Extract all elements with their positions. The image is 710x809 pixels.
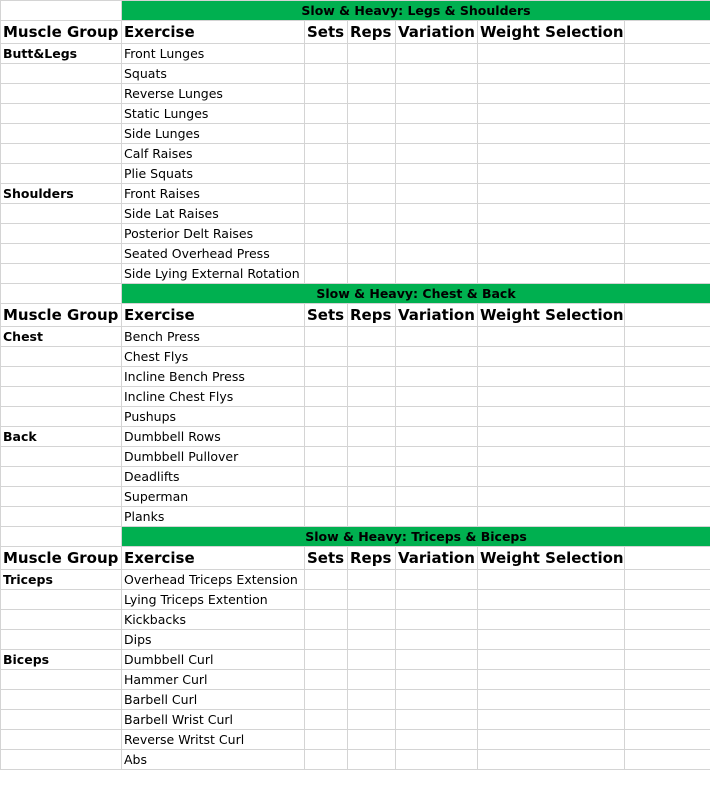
variation-cell[interactable] <box>396 710 478 730</box>
variation-cell[interactable] <box>396 407 478 427</box>
sets-cell[interactable] <box>305 387 348 407</box>
sets-cell[interactable] <box>305 367 348 387</box>
column-header[interactable]: Sets <box>305 21 348 44</box>
exercise-cell[interactable]: Side Lunges <box>122 124 305 144</box>
column-header[interactable]: Weight Selection <box>478 21 625 44</box>
reps-cell[interactable] <box>348 204 396 224</box>
exercise-cell[interactable]: Chest Flys <box>122 347 305 367</box>
reps-cell[interactable] <box>348 467 396 487</box>
weight-selection-cell[interactable] <box>478 387 625 407</box>
variation-cell[interactable] <box>396 44 478 64</box>
weight-selection-cell[interactable] <box>478 447 625 467</box>
muscle-group-cell[interactable] <box>1 507 122 527</box>
column-header[interactable]: Exercise <box>122 547 305 570</box>
blank-cell[interactable] <box>1 527 122 547</box>
exercise-cell[interactable]: Hammer Curl <box>122 670 305 690</box>
blank-cell[interactable] <box>625 407 710 427</box>
variation-cell[interactable] <box>396 650 478 670</box>
sets-cell[interactable] <box>305 487 348 507</box>
exercise-cell[interactable]: Lying Triceps Extention <box>122 590 305 610</box>
column-header-row <box>1 547 710 570</box>
weight-selection-cell[interactable] <box>478 224 625 244</box>
sets-cell[interactable] <box>305 670 348 690</box>
table-row <box>1 84 710 104</box>
reps-cell[interactable] <box>348 730 396 750</box>
sets-cell[interactable] <box>305 244 348 264</box>
column-header-row <box>1 304 710 327</box>
table-row <box>1 487 710 507</box>
reps-cell[interactable] <box>348 367 396 387</box>
table-row <box>1 610 710 630</box>
muscle-group-cell[interactable] <box>1 487 122 507</box>
variation-cell[interactable] <box>396 327 478 347</box>
sets-cell[interactable] <box>305 750 348 770</box>
sets-cell[interactable] <box>305 507 348 527</box>
reps-cell[interactable] <box>348 244 396 264</box>
sets-cell[interactable] <box>305 590 348 610</box>
weight-selection-cell[interactable] <box>478 570 625 590</box>
blank-cell[interactable] <box>625 730 710 750</box>
table-row <box>1 710 710 730</box>
muscle-group-cell[interactable] <box>1 264 122 284</box>
exercise-cell[interactable]: Seated Overhead Press <box>122 244 305 264</box>
table-row <box>1 164 710 184</box>
muscle-group-cell[interactable] <box>1 690 122 710</box>
exercise-cell[interactable]: Dumbbell Rows <box>122 427 305 447</box>
column-header[interactable]: Exercise <box>122 304 305 327</box>
column-header[interactable]: Sets <box>305 304 348 327</box>
blank-cell[interactable] <box>625 630 710 650</box>
reps-cell[interactable] <box>348 610 396 630</box>
blank-cell[interactable] <box>625 547 710 570</box>
reps-cell[interactable] <box>348 590 396 610</box>
sets-cell[interactable] <box>305 84 348 104</box>
table-row <box>1 670 710 690</box>
blank-cell[interactable] <box>625 184 710 204</box>
sets-cell[interactable] <box>305 610 348 630</box>
sets-cell[interactable] <box>305 204 348 224</box>
sets-cell[interactable] <box>305 184 348 204</box>
weight-selection-cell[interactable] <box>478 144 625 164</box>
sets-cell[interactable] <box>305 650 348 670</box>
variation-cell[interactable] <box>396 124 478 144</box>
table-row <box>1 264 710 284</box>
muscle-group-cell[interactable] <box>1 387 122 407</box>
weight-selection-cell[interactable] <box>478 184 625 204</box>
weight-selection-cell[interactable] <box>478 164 625 184</box>
exercise-cell[interactable]: Side Lat Raises <box>122 204 305 224</box>
variation-cell[interactable] <box>396 750 478 770</box>
blank-cell[interactable] <box>625 690 710 710</box>
exercise-cell[interactable]: Side Lying External Rotation <box>122 264 305 284</box>
table-row <box>1 507 710 527</box>
weight-selection-cell[interactable] <box>478 44 625 64</box>
muscle-group-cell[interactable]: Back <box>1 427 122 447</box>
muscle-group-cell[interactable] <box>1 630 122 650</box>
weight-selection-cell[interactable] <box>478 124 625 144</box>
sets-cell[interactable] <box>305 730 348 750</box>
reps-cell[interactable] <box>348 447 396 467</box>
muscle-group-cell[interactable] <box>1 467 122 487</box>
weight-selection-cell[interactable] <box>478 104 625 124</box>
exercise-cell[interactable]: Kickbacks <box>122 610 305 630</box>
exercise-cell[interactable]: Superman <box>122 487 305 507</box>
sets-cell[interactable] <box>305 144 348 164</box>
variation-cell[interactable] <box>396 467 478 487</box>
variation-cell[interactable] <box>396 590 478 610</box>
blank-cell[interactable] <box>625 21 710 44</box>
blank-cell[interactable] <box>625 64 710 84</box>
reps-cell[interactable] <box>348 104 396 124</box>
weight-selection-cell[interactable] <box>478 84 625 104</box>
variation-cell[interactable] <box>396 507 478 527</box>
reps-cell[interactable] <box>348 487 396 507</box>
table-row <box>1 44 710 64</box>
muscle-group-cell[interactable] <box>1 64 122 84</box>
blank-cell[interactable] <box>625 304 710 327</box>
table-row <box>1 124 710 144</box>
reps-cell[interactable] <box>348 224 396 244</box>
variation-cell[interactable] <box>396 347 478 367</box>
table-row <box>1 467 710 487</box>
weight-selection-cell[interactable] <box>478 64 625 84</box>
variation-cell[interactable] <box>396 690 478 710</box>
variation-cell[interactable] <box>396 487 478 507</box>
blank-cell[interactable] <box>625 750 710 770</box>
sets-cell[interactable] <box>305 64 348 84</box>
blank-cell[interactable] <box>625 264 710 284</box>
variation-cell[interactable] <box>396 570 478 590</box>
weight-selection-cell[interactable] <box>478 367 625 387</box>
muscle-group-cell[interactable] <box>1 244 122 264</box>
blank-cell[interactable] <box>625 427 710 447</box>
reps-cell[interactable] <box>348 630 396 650</box>
exercise-cell[interactable]: Dips <box>122 630 305 650</box>
weight-selection-cell[interactable] <box>478 487 625 507</box>
column-header[interactable]: Muscle Group <box>1 547 122 570</box>
exercise-cell[interactable]: Static Lunges <box>122 104 305 124</box>
table-row <box>1 447 710 467</box>
exercise-cell[interactable]: Front Lunges <box>122 44 305 64</box>
table-row <box>1 690 710 710</box>
muscle-group-cell[interactable] <box>1 670 122 690</box>
reps-cell[interactable] <box>348 407 396 427</box>
variation-cell[interactable] <box>396 64 478 84</box>
reps-cell[interactable] <box>348 650 396 670</box>
sets-cell[interactable] <box>305 264 348 284</box>
muscle-group-cell[interactable] <box>1 610 122 630</box>
muscle-group-cell[interactable] <box>1 447 122 467</box>
table-row <box>1 427 710 447</box>
blank-cell[interactable] <box>625 467 710 487</box>
reps-cell[interactable] <box>348 670 396 690</box>
exercise-cell[interactable]: Dumbbell Curl <box>122 650 305 670</box>
sets-cell[interactable] <box>305 467 348 487</box>
muscle-group-cell[interactable]: Chest <box>1 327 122 347</box>
reps-cell[interactable] <box>348 427 396 447</box>
table-row <box>1 144 710 164</box>
weight-selection-cell[interactable] <box>478 590 625 610</box>
muscle-group-cell[interactable] <box>1 367 122 387</box>
column-header[interactable]: Sets <box>305 547 348 570</box>
sets-cell[interactable] <box>305 690 348 710</box>
exercise-cell[interactable]: Dumbbell Pullover <box>122 447 305 467</box>
section-title-row <box>1 284 710 304</box>
table-row <box>1 64 710 84</box>
muscle-group-cell[interactable] <box>1 710 122 730</box>
blank-cell[interactable] <box>625 507 710 527</box>
variation-cell[interactable] <box>396 224 478 244</box>
reps-cell[interactable] <box>348 184 396 204</box>
blank-cell[interactable] <box>625 447 710 467</box>
variation-cell[interactable] <box>396 367 478 387</box>
table-row <box>1 347 710 367</box>
muscle-group-cell[interactable] <box>1 224 122 244</box>
exercise-cell[interactable]: Abs <box>122 750 305 770</box>
muscle-group-cell[interactable] <box>1 750 122 770</box>
muscle-group-cell[interactable]: Shoulders <box>1 184 122 204</box>
exercise-cell[interactable]: Plie Squats <box>122 164 305 184</box>
weight-selection-cell[interactable] <box>478 427 625 447</box>
weight-selection-cell[interactable] <box>478 650 625 670</box>
muscle-group-cell[interactable] <box>1 407 122 427</box>
table-row <box>1 367 710 387</box>
column-header[interactable]: Reps <box>348 21 396 44</box>
variation-cell[interactable] <box>396 427 478 447</box>
variation-cell[interactable] <box>396 630 478 650</box>
muscle-group-cell[interactable] <box>1 104 122 124</box>
reps-cell[interactable] <box>348 750 396 770</box>
blank-cell[interactable] <box>1 1 122 21</box>
reps-cell[interactable] <box>348 570 396 590</box>
sets-cell[interactable] <box>305 407 348 427</box>
sets-cell[interactable] <box>305 447 348 467</box>
sets-cell[interactable] <box>305 327 348 347</box>
reps-cell[interactable] <box>348 690 396 710</box>
column-header[interactable]: Variation <box>396 547 478 570</box>
exercise-cell[interactable]: Incline Bench Press <box>122 367 305 387</box>
reps-cell[interactable] <box>348 387 396 407</box>
blank-cell[interactable] <box>625 104 710 124</box>
exercise-cell[interactable]: Pushups <box>122 407 305 427</box>
column-header[interactable]: Muscle Group <box>1 21 122 44</box>
section-title[interactable]: Slow & Heavy: Legs & Shoulders <box>122 1 710 21</box>
blank-cell[interactable] <box>625 387 710 407</box>
exercise-cell[interactable]: Incline Chest Flys <box>122 387 305 407</box>
blank-cell[interactable] <box>625 487 710 507</box>
exercise-cell[interactable]: Squats <box>122 64 305 84</box>
table-row <box>1 570 710 590</box>
sets-cell[interactable] <box>305 124 348 144</box>
table-row <box>1 184 710 204</box>
section-title-row <box>1 1 710 21</box>
weight-selection-cell[interactable] <box>478 327 625 347</box>
exercise-cell[interactable]: Bench Press <box>122 327 305 347</box>
weight-selection-cell[interactable] <box>478 407 625 427</box>
muscle-group-cell[interactable] <box>1 124 122 144</box>
reps-cell[interactable] <box>348 164 396 184</box>
sets-cell[interactable] <box>305 710 348 730</box>
muscle-group-cell[interactable]: Triceps <box>1 570 122 590</box>
weight-selection-cell[interactable] <box>478 264 625 284</box>
table-row <box>1 630 710 650</box>
sets-cell[interactable] <box>305 104 348 124</box>
blank-cell[interactable] <box>625 44 710 64</box>
section-title[interactable]: Slow & Heavy: Chest & Back <box>122 284 710 304</box>
variation-cell[interactable] <box>396 670 478 690</box>
blank-cell[interactable] <box>625 590 710 610</box>
column-header[interactable]: Reps <box>348 547 396 570</box>
sets-cell[interactable] <box>305 347 348 367</box>
muscle-group-cell[interactable] <box>1 590 122 610</box>
section-title-row <box>1 527 710 547</box>
reps-cell[interactable] <box>348 44 396 64</box>
exercise-cell[interactable]: Deadlifts <box>122 467 305 487</box>
table-row <box>1 407 710 427</box>
exercise-cell[interactable]: Front Raises <box>122 184 305 204</box>
exercise-cell[interactable]: Calf Raises <box>122 144 305 164</box>
sets-cell[interactable] <box>305 44 348 64</box>
variation-cell[interactable] <box>396 244 478 264</box>
blank-cell[interactable] <box>625 204 710 224</box>
muscle-group-cell[interactable] <box>1 730 122 750</box>
muscle-group-cell[interactable] <box>1 204 122 224</box>
reps-cell[interactable] <box>348 124 396 144</box>
sets-cell[interactable] <box>305 164 348 184</box>
blank-cell[interactable] <box>1 284 122 304</box>
muscle-group-cell[interactable] <box>1 84 122 104</box>
blank-cell[interactable] <box>625 244 710 264</box>
exercise-cell[interactable]: Reverse Writst Curl <box>122 730 305 750</box>
muscle-group-cell[interactable] <box>1 144 122 164</box>
section-title[interactable]: Slow & Heavy: Triceps & Biceps <box>122 527 710 547</box>
blank-cell[interactable] <box>625 84 710 104</box>
weight-selection-cell[interactable] <box>478 507 625 527</box>
table-row <box>1 327 710 347</box>
weight-selection-cell[interactable] <box>478 204 625 224</box>
blank-cell[interactable] <box>625 570 710 590</box>
weight-selection-cell[interactable] <box>478 244 625 264</box>
muscle-group-cell[interactable]: Butt&Legs <box>1 44 122 64</box>
weight-selection-cell[interactable] <box>478 710 625 730</box>
blank-cell[interactable] <box>625 670 710 690</box>
reps-cell[interactable] <box>348 327 396 347</box>
variation-cell[interactable] <box>396 164 478 184</box>
blank-cell[interactable] <box>625 710 710 730</box>
muscle-group-cell[interactable]: Biceps <box>1 650 122 670</box>
column-header[interactable]: Reps <box>348 304 396 327</box>
weight-selection-cell[interactable] <box>478 690 625 710</box>
variation-cell[interactable] <box>396 730 478 750</box>
table-row <box>1 650 710 670</box>
blank-cell[interactable] <box>625 144 710 164</box>
blank-cell[interactable] <box>625 224 710 244</box>
column-header[interactable]: Weight Selection <box>478 304 625 327</box>
exercise-cell[interactable]: Barbell Wrist Curl <box>122 710 305 730</box>
sheet-body <box>1 1 710 770</box>
sets-cell[interactable] <box>305 224 348 244</box>
reps-cell[interactable] <box>348 507 396 527</box>
column-header[interactable]: Variation <box>396 304 478 327</box>
table-row <box>1 204 710 224</box>
table-row <box>1 244 710 264</box>
blank-cell[interactable] <box>625 124 710 144</box>
column-header[interactable]: Variation <box>396 21 478 44</box>
sets-cell[interactable] <box>305 570 348 590</box>
exercise-cell[interactable]: Overhead Triceps Extension <box>122 570 305 590</box>
exercise-cell[interactable]: Planks <box>122 507 305 527</box>
reps-cell[interactable] <box>348 64 396 84</box>
variation-cell[interactable] <box>396 387 478 407</box>
column-header[interactable]: Exercise <box>122 21 305 44</box>
reps-cell[interactable] <box>348 144 396 164</box>
table-row <box>1 104 710 124</box>
variation-cell[interactable] <box>396 204 478 224</box>
blank-cell[interactable] <box>625 650 710 670</box>
sets-cell[interactable] <box>305 630 348 650</box>
variation-cell[interactable] <box>396 184 478 204</box>
reps-cell[interactable] <box>348 264 396 284</box>
exercise-cell[interactable]: Barbell Curl <box>122 690 305 710</box>
reps-cell[interactable] <box>348 710 396 730</box>
table-row <box>1 750 710 770</box>
blank-cell[interactable] <box>625 367 710 387</box>
muscle-group-cell[interactable] <box>1 164 122 184</box>
variation-cell[interactable] <box>396 610 478 630</box>
variation-cell[interactable] <box>396 104 478 124</box>
blank-cell[interactable] <box>625 327 710 347</box>
weight-selection-cell[interactable] <box>478 630 625 650</box>
variation-cell[interactable] <box>396 447 478 467</box>
muscle-group-cell[interactable] <box>1 347 122 367</box>
weight-selection-cell[interactable] <box>478 730 625 750</box>
variation-cell[interactable] <box>396 84 478 104</box>
blank-cell[interactable] <box>625 347 710 367</box>
exercise-cell[interactable]: Posterior Delt Raises <box>122 224 305 244</box>
table-row <box>1 224 710 244</box>
weight-selection-cell[interactable] <box>478 467 625 487</box>
reps-cell[interactable] <box>348 347 396 367</box>
column-header[interactable]: Weight Selection <box>478 547 625 570</box>
table-row <box>1 730 710 750</box>
blank-cell[interactable] <box>625 610 710 630</box>
column-header-row <box>1 21 710 44</box>
table-row <box>1 387 710 407</box>
weight-selection-cell[interactable] <box>478 750 625 770</box>
column-header[interactable]: Muscle Group <box>1 304 122 327</box>
blank-cell[interactable] <box>625 164 710 184</box>
weight-selection-cell[interactable] <box>478 347 625 367</box>
variation-cell[interactable] <box>396 264 478 284</box>
reps-cell[interactable] <box>348 84 396 104</box>
variation-cell[interactable] <box>396 144 478 164</box>
weight-selection-cell[interactable] <box>478 610 625 630</box>
weight-selection-cell[interactable] <box>478 670 625 690</box>
exercise-cell[interactable]: Reverse Lunges <box>122 84 305 104</box>
sets-cell[interactable] <box>305 427 348 447</box>
table-row <box>1 590 710 610</box>
